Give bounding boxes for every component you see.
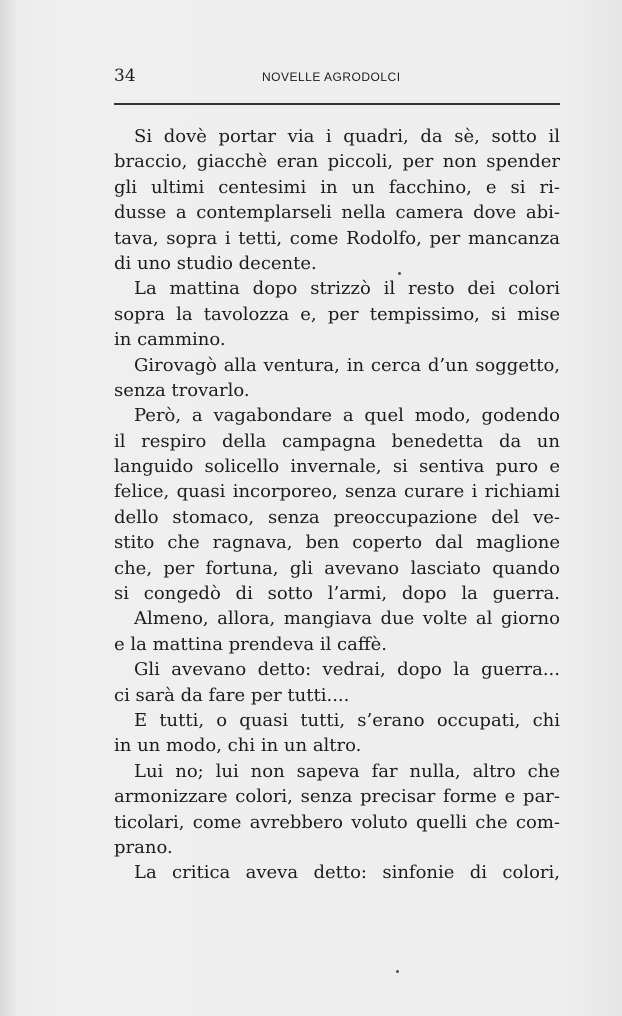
text-line: E tutti, o quasi tutti, s’erano occupati, chi <box>134 709 560 731</box>
text-line: La mattina dopo strizzò il resto dei colori <box>134 278 560 300</box>
body-text <box>114 124 560 886</box>
text-line: si congedò di sotto l’armi, dopo la guerra. <box>114 583 560 605</box>
header-rule <box>114 103 560 105</box>
text-line: stito che ragnava, ben coperto dal maglione <box>114 532 560 554</box>
text-line: braccio, giacchè eran piccoli, per non spender <box>114 151 560 173</box>
text-line: Lui no; lui non sapeva far nulla, altro che <box>134 760 560 782</box>
text-line: ci sarà da fare per tutti.... <box>114 684 350 706</box>
paper-speck <box>396 970 399 973</box>
text-line: Almeno, allora, mangiava due volte al giorno <box>134 608 560 630</box>
text-line: il respiro della campagna benedetta da un <box>114 430 560 452</box>
text-line: in cammino. <box>114 329 226 351</box>
text-line: dusse a contemplarseli nella camera dove abi- <box>114 202 560 224</box>
text-line: Gli avevano detto: vedrai, dopo la guerra... <box>134 659 560 681</box>
text-line: languido solicello invernale, si sentiva puro e <box>114 456 560 478</box>
text-line: dello stomaco, senza preoccupazione del ve- <box>114 506 560 528</box>
text-line: senza trovarlo. <box>114 379 250 401</box>
running-title: NOVELLE AGRODOLCI <box>262 70 401 84</box>
text-line: Si dovè portar via i quadri, da sè, sotto il <box>134 126 560 147</box>
text-line: sopra la tavolozza e, per tempissimo, si mise <box>114 303 560 325</box>
text-line: Però, a vagabondare a quel modo, godendo <box>134 405 560 427</box>
text-line: felice, quasi incorporeo, senza curare i richiami <box>114 481 560 503</box>
paper-speck <box>398 272 401 275</box>
text-line: armonizzare colori, senza precisar forme e par- <box>114 786 560 808</box>
page-number: 34 <box>114 66 136 86</box>
text-line: tava, sopra i tetti, come Rodolfo, per mancanza <box>114 227 560 249</box>
text-line: Girovagò alla ventura, in cerca d’un soggetto, <box>134 354 560 376</box>
text-line: gli ultimi centesimi in un facchino, e si ri- <box>114 176 560 198</box>
text-line: La critica aveva detto: sinfonie di colori, <box>134 862 560 884</box>
text-line: che, per fortuna, gli avevano lasciato quando <box>114 557 560 579</box>
page-header <box>114 66 560 96</box>
text-line: prano. <box>114 836 173 858</box>
text-line: e la mattina prendeva il caffè. <box>114 633 388 655</box>
text-line: in un modo, chi in un altro. <box>114 735 362 757</box>
text-line: di uno studio decente. <box>114 252 317 274</box>
text-line: ticolari, come avrebbero voluto quelli che com- <box>114 811 560 833</box>
